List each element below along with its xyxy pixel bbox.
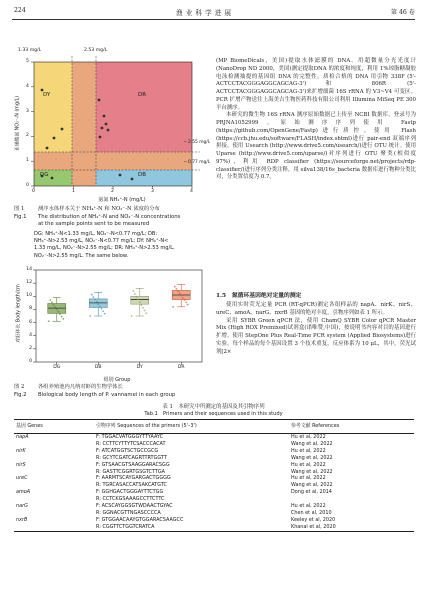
box-jitter-point	[142, 307, 144, 309]
sample-point	[105, 123, 108, 126]
sample-point	[99, 136, 102, 139]
reference-cell: Hu et al, 2022	[291, 475, 326, 482]
primer-cell: F: GTGGAACAAYGTGGARACSAAGCC	[96, 516, 184, 523]
paragraph-sequencing-data: 本研究的微生物 16S rRNA 测序原始数据已上传至 NCBI 数据库，登录号为 PRJNA1052999。原始测序序列使用 Fastp (https://github.com/OpenGene/Fastp)进行质控。使用 Flash (https://ccb.jhu.edu/software/FLASH/index.shtml)进行 pair-end 双端序列拼接。使用 Usearch (http://www.drive5.com/usearch/)进行 OTU 统计。使用 Uparse (http://www.drive5.com/uparse/)对序列进行 OTU 聚类(相似度 97%)，利用 RDP classifier (https://sourceforge.net/projects/rdp-classifier/)进行序列分类注释，用 silva138/16s_bacteria 数据库进行物种分类比对，分类置信度为 0.7。	[216, 112, 416, 181]
right-column-text-2	[216, 302, 416, 356]
fig2-caption-cn	[14, 384, 123, 391]
box-jitter-point	[185, 301, 187, 303]
primer-cell: F: TGGACVATGGGYTTYAAYC	[96, 434, 164, 440]
reference-cell: Wang et al, 2022	[291, 440, 333, 447]
fig1-xtick: 0	[32, 189, 35, 194]
quadrant-label-dr: DR	[138, 92, 147, 98]
box-jitter-point	[51, 301, 53, 303]
table-row	[14, 441, 414, 448]
primer-cell: R: GGNACGTTNGASCCCCA	[96, 509, 161, 516]
fig1-caption-cn-text: 测序水体样本关于 NH₄⁺-N 和 NO₂⁻-N 浓度的分布	[38, 206, 160, 212]
table-row	[14, 475, 414, 482]
sample-point	[119, 174, 122, 177]
gene-cell	[14, 510, 94, 517]
box-jitter-point	[56, 309, 58, 311]
primer-cell: R: GASTTCGGRTGSGTCTTGA	[96, 468, 165, 475]
box-jitter-point	[62, 318, 64, 320]
box-jitter-point	[175, 288, 177, 290]
sample-point	[131, 178, 134, 181]
primer-cell: F: GGHGACTGGGAYTTCTGG	[96, 489, 164, 496]
reference-cell	[289, 496, 414, 503]
threshold-label-nh4-high: 2.53 mg/L	[84, 48, 108, 53]
box-jitter-point	[94, 299, 96, 301]
fig2-ytick-label: 12	[26, 280, 32, 286]
sample-point	[46, 147, 49, 150]
box-jitter-point	[140, 304, 142, 306]
box-jitter-point	[61, 316, 63, 318]
box-jitter-point	[104, 313, 106, 315]
reference-cell: Keeley et al, 2020	[291, 516, 336, 523]
gene-cell	[14, 482, 94, 489]
table-row	[14, 503, 414, 510]
quadrant-dr-region	[96, 62, 192, 152]
gene-cell	[14, 441, 94, 448]
fig1-legend-line: 1.33 mg/L, NO₂⁻-N>2.55 mg/L; DR: NH₄⁺-N>2.53 mg/L,	[34, 245, 175, 252]
reference-cell: Hu et al, 2022	[291, 447, 326, 454]
table-row	[14, 489, 414, 496]
box-jitter-point	[145, 312, 147, 314]
fig1-ytick: 0	[26, 183, 29, 188]
table1-title-cn: 表 1 本研究中所测定的基因及其引物序列	[162, 404, 265, 410]
primer-cell: R: TGRCASACCATSAKCATGTC	[96, 482, 167, 489]
gene-cell: amoA	[16, 489, 31, 496]
threshold-label-no2-low: ─ 0.77 mg/L	[184, 160, 211, 165]
fig1-caption-en-line2: at the sample points sent to be measured	[38, 220, 150, 227]
reference-cell: Wang et al, 2022	[291, 482, 333, 489]
fig2-ytick-label: 10	[26, 293, 32, 299]
fig2-caption-cn-text: 各组养殖池内凡纳对虾的生物学体长	[38, 384, 123, 390]
primer-cell: F: GTSAACGTSAAGGARACSGG	[96, 461, 170, 468]
reference-cell: Wang et al, 2022	[291, 454, 333, 461]
quadrant-label-dy: DY	[43, 92, 51, 98]
box-jitter-point	[132, 290, 134, 292]
primer-cell: R: GCYTCGATCAGRTTRTGGTT	[96, 454, 167, 461]
figure-1	[12, 48, 212, 196]
sample-point	[107, 129, 110, 132]
fig1-xtick: 4	[190, 189, 193, 194]
threshold-label-no2-high: ─ 2.55 mg/L	[184, 140, 211, 145]
box-jitter-point	[131, 315, 133, 317]
reference-cell: Wang et al, 2022	[291, 468, 333, 475]
box-jitter-point	[102, 310, 104, 312]
gene-cell: ureC	[16, 475, 28, 482]
fig1-ytick: 2	[26, 133, 29, 138]
gene-cell	[14, 524, 94, 531]
table-header-row	[14, 420, 414, 434]
reference-cell: Hu et al, 2022	[291, 503, 326, 510]
box-jitter-point	[184, 299, 186, 301]
box-jitter-point	[137, 299, 139, 301]
fig2-ylabel: 对虾体长 Body length/cm	[16, 284, 22, 343]
box-jitter-point	[57, 311, 59, 313]
fig2-xlabel: 组别 Group	[103, 377, 131, 383]
box-jitter-point	[136, 296, 138, 298]
fig2-xtick-label: DR	[177, 365, 185, 370]
fig1-legend-line: NO₂⁻-N>2.55 mg/L. The same below.	[34, 252, 129, 259]
fig2-ytick-label: 8	[29, 306, 32, 312]
table-row	[14, 524, 414, 531]
table-row	[14, 517, 414, 524]
reference-cell: Hu et al, 2022	[291, 434, 326, 440]
header-genes: 基因 Genes	[16, 423, 43, 430]
paragraph-sybr-method: 采用 SYBR Green qPCR 法，使用 ChamQ SYBR Color qPCR Master Mix (High ROX Premixed)试剂盒(诺唯赞,中国)，按说明书内容对目的基因进行扩增。使用 StepOne Plus Real-Time PCR system (Applied Biosystems)进行实验。每个样品的每个基因设置 3 个技术重复，反应体系为 10 μL，其中，荧光试剂[2×	[216, 317, 416, 355]
fig2-ytick-label: 0	[29, 359, 32, 364]
fig1-legend-line: DG: NH₄⁺-N<1.33 mg/L, NO₂⁻-N<0.77 mg/L; DB:	[34, 231, 158, 237]
gene-cell	[14, 455, 94, 462]
fig1-xtick: 3	[151, 189, 154, 194]
fig2-caption-en	[14, 392, 175, 399]
paragraph-dna-extraction: (MP BiomeDicals，美国)提取水体滤膜的 DNA。用超微量分光光度计(NanoDrop ND 2000，美国)测定提取DNA 的浓度和纯度，利用 1%琼脂糖凝胶电泳检测抽提的基因组 DNA 的完整性。质检合格的 DNA 用引物 338F (5'-ACTCCTACGGGAGGCAGCAG-3')和 806R (5'-ACTCCTACGGGAGGCAGCAG-3')来扩增细菌 16S rRNA 的 V3~V4 可变区。PCR 扩增产物送往上海美吉生物医药科技有限公司利用 Illumina MiSeq PE 300 平台测序。	[216, 58, 416, 111]
gene-cell	[14, 469, 94, 476]
gene-cell	[14, 496, 94, 503]
box-jitter-point	[139, 301, 141, 303]
fig1-legend-line: NH₄⁺-N>2.53 mg/L, NO₂⁻-N<0.77 mg/L; DY: NH₄⁺-N<	[34, 238, 169, 245]
table1-title-en: Tab.1 Primers and their sequences used in this study	[144, 410, 283, 417]
sample-point	[41, 89, 44, 92]
right-column-text	[216, 58, 416, 182]
fig2-plot	[12, 266, 212, 376]
box-jitter-point	[99, 306, 101, 308]
gene-cell: napA	[16, 434, 29, 440]
fig1-caption-cn	[14, 206, 160, 213]
fig2-xtick-label: DY	[136, 365, 143, 370]
box-jitter-point	[92, 296, 94, 298]
quadrant-label-db: DB	[138, 172, 147, 178]
box-jitter-point	[53, 304, 55, 306]
gene-cell: narG	[16, 503, 28, 510]
fig1-caption-cn-number: 图 1	[14, 206, 25, 212]
box-jitter-point	[96, 301, 98, 303]
table-row	[14, 448, 414, 455]
box-jitter-point	[101, 308, 103, 310]
journal-title: 渔 业 科 学 进 展	[176, 9, 232, 17]
fig2-ytick-label: 2	[29, 345, 32, 351]
fig1-caption-en-number: Fig.1	[14, 213, 27, 220]
table-row	[14, 469, 414, 476]
box-jitter-point	[179, 292, 181, 294]
fig1-ylabel: 亚硝酸氮 NO₂⁻-N (mg/L)	[15, 95, 21, 152]
sample-point	[51, 177, 54, 180]
fig2-ytick-label: 6	[29, 319, 32, 325]
box-jitter-point	[91, 294, 93, 296]
fig2-xtick-label: DB	[94, 365, 102, 370]
primer-cell: R: CGGTTCTGGTCRATCA	[96, 523, 155, 530]
reference-cell: Khanal et al, 2020	[291, 523, 336, 530]
quadrant-label-dg: DG	[40, 172, 49, 178]
fig2-caption-cn-number: 图 2	[14, 384, 25, 390]
header-sequences: 引物序列 Sequences of the primers (5'–3')	[96, 423, 197, 430]
primer-cell: F: AARMTSCAYGARGACTGGGG	[96, 475, 171, 482]
table-row	[14, 455, 414, 462]
figure-2	[12, 266, 212, 376]
gene-cell: nxrB	[16, 516, 28, 523]
fig1-ytick: 3	[26, 109, 29, 114]
fig1-ytick: 1	[26, 158, 29, 163]
table-row	[14, 462, 414, 469]
gene-cell: nirK	[16, 447, 26, 454]
fig1-xtick: 1	[72, 189, 75, 194]
box-jitter-point	[177, 290, 179, 292]
box-jitter-point	[59, 313, 61, 315]
fig1-caption-en-line1: The distribution of NH₄⁺-N and NO₂⁻-N concentrations	[38, 213, 181, 220]
primer-cell: F: ATCATGGTSCTGCCGCG	[96, 447, 159, 454]
fig2-caption-en-number: Fig.2	[14, 391, 27, 398]
box-jitter-point	[174, 286, 176, 288]
box-jitter-point	[54, 306, 56, 308]
fig1-xlabel: 氨氮 NH₄⁺-N (mg/L)	[98, 197, 146, 203]
header-rule	[12, 19, 415, 20]
sample-point	[98, 99, 101, 102]
box-jitter-point	[89, 315, 91, 317]
page-number: 224	[14, 7, 26, 14]
table-row	[14, 482, 414, 489]
table-row	[14, 510, 414, 517]
sample-point	[101, 127, 104, 130]
box-jitter-point	[187, 304, 189, 306]
fig1-ytick: 5	[26, 59, 29, 64]
fig1-caption-en	[14, 214, 180, 228]
primer-cell: F: ACSCAYGGSGTWDAACTGYAC	[96, 503, 173, 510]
primer-cell: R: CCTTCYTTYTCSACCCACAT	[96, 440, 166, 447]
box-jitter-point	[180, 295, 182, 297]
box-jitter-point	[172, 306, 174, 308]
fig2-xtick-label: DG	[53, 365, 61, 370]
fig1-xtick: 2	[111, 189, 114, 194]
table-row	[14, 434, 414, 441]
fig2-ytick-label: 4	[29, 332, 32, 338]
sample-point	[103, 115, 106, 118]
reference-cell: Dong et al, 2014	[291, 489, 332, 496]
sample-point	[53, 137, 56, 140]
box-jitter-point	[48, 320, 50, 322]
box-jitter-point	[134, 293, 136, 295]
volume-label: 第 46 卷	[390, 9, 415, 16]
threshold-label-nh4-low: 1.33 mg/L	[18, 48, 42, 53]
gene-cell: nirS	[16, 461, 26, 468]
table-row	[14, 496, 414, 503]
fig2-caption-en-text: Biological body length of P. vannamei in each group	[38, 391, 176, 398]
header-references: 参考文献 References	[291, 423, 340, 430]
reference-cell: Chen et al, 2010	[291, 509, 332, 516]
section-title-1-5: 1.5 氮循环基因绝对定量的测定	[216, 293, 302, 299]
reference-cell: Hu et al, 2022	[291, 461, 326, 468]
primer-table	[14, 419, 414, 532]
fig1-legend-text	[34, 231, 204, 260]
paragraph-qpcr-genes: 使用实时荧光定量 PCR (RT-qPCR)测定各组样品的 napA、nirK、nirS、ureC、amoA、narG、nxrB 基因的绝对丰度，引物序列如表 1 所示。	[216, 302, 416, 316]
box-jitter-point	[182, 297, 184, 299]
box-jitter-point	[97, 303, 99, 305]
sample-point	[61, 128, 64, 131]
fig2-ytick-label: 14	[26, 267, 32, 272]
box-jitter-point	[144, 310, 146, 312]
box-jitter-point	[49, 299, 51, 301]
primer-cell: R: CCTCKGSAAAGCCTTCTTC	[96, 496, 165, 503]
fig1-ytick: 4	[26, 84, 29, 89]
